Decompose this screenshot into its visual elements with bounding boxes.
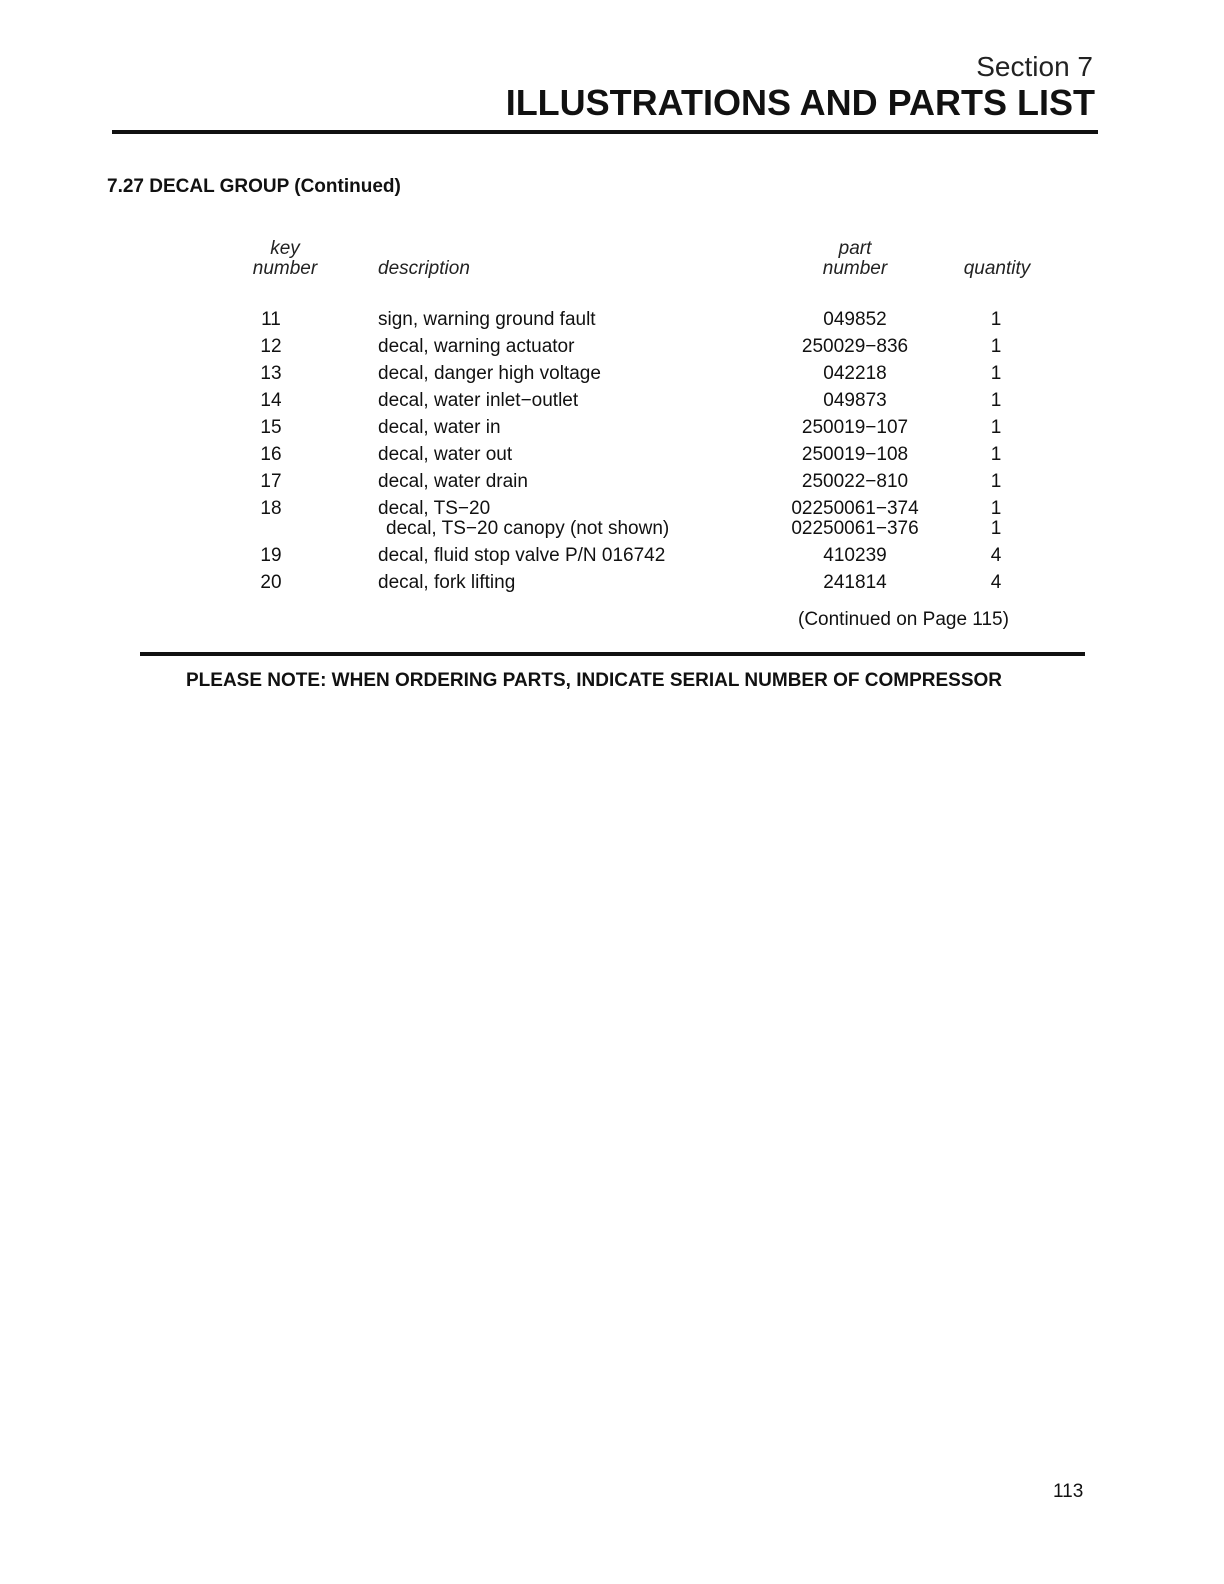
part-quantity: 1 [990,417,1002,438]
column-header-key-number: key number [252,238,318,279]
parts-list [0,306,1224,596]
key-number: 19 [260,545,282,566]
parts-row [0,414,1224,441]
continued-note: (Continued on Page 115) [798,609,1009,630]
part-description: sign, warning ground fault [378,309,596,330]
part-description: decal, water inlet−outlet [378,390,579,411]
column-header-part-number: part number [822,238,888,279]
part-number: 250019−107 [801,417,909,438]
part-quantity: 1 [990,390,1002,411]
part-description: decal, warning actuator [378,336,575,357]
parts-row [0,387,1224,414]
parts-row [0,333,1224,360]
section-label: Section 7 [976,51,1093,82]
key-number: 13 [260,363,282,384]
part-description: decal, danger high voltage [378,363,601,384]
part-description: decal, water drain [378,471,528,492]
section-title: ILLUSTRATIONS AND PARTS LIST [505,82,1095,123]
header-divider [112,130,1098,134]
part-quantity: 1 [990,309,1002,330]
part-quantity-variant: 1 [990,518,1002,539]
key-number: 14 [260,390,282,411]
part-quantity: 1 [990,363,1002,384]
parts-row [0,441,1224,468]
parts-row [0,468,1224,495]
part-number: 042218 [823,363,887,384]
key-number: 17 [260,471,282,492]
part-quantity: 1 [990,336,1002,357]
parts-row [0,542,1224,569]
part-quantity: 1 [990,444,1002,465]
parts-row [0,306,1224,333]
part-number: 049852 [823,309,887,330]
part-description-variant: decal, TS−20 canopy (not shown) [386,518,670,539]
part-description: decal, fluid stop valve P/N 016742 [378,545,666,566]
parts-row [0,495,1224,542]
part-number: 250019−108 [801,444,909,465]
part-number: 410239 [823,545,887,566]
page-number: 113 [1053,1481,1084,1502]
part-description: decal, TS−20 [378,498,491,519]
part-number-variant: 02250061−376 [791,518,919,539]
key-number: 20 [260,572,282,593]
parts-row [0,569,1224,596]
part-number: 250022−810 [801,471,909,492]
key-number: 15 [260,417,282,438]
key-number: 11 [261,309,281,330]
footer-divider [140,652,1085,656]
part-description: decal, water out [378,444,513,465]
parts-row [0,360,1224,387]
part-number: 241814 [823,572,887,593]
part-description: decal, water in [378,417,501,438]
part-quantity: 4 [990,572,1002,593]
column-header-quantity: quantity [963,258,1031,279]
part-quantity: 1 [990,498,1002,519]
part-quantity: 1 [990,471,1002,492]
key-number: 12 [260,336,282,357]
column-header-description: description [378,258,470,279]
part-number: 250029−836 [801,336,909,357]
key-number: 16 [260,444,282,465]
part-number: 049873 [823,390,887,411]
part-quantity: 4 [990,545,1002,566]
part-description: decal, fork lifting [378,572,516,593]
group-title: 7.27 DECAL GROUP (Continued) [107,176,401,197]
key-number: 18 [260,498,282,519]
ordering-note: PLEASE NOTE: WHEN ORDERING PARTS, INDICATE SERIAL NUMBER OF COMPRESSOR [186,670,1002,691]
part-number: 02250061−374 [791,498,919,519]
